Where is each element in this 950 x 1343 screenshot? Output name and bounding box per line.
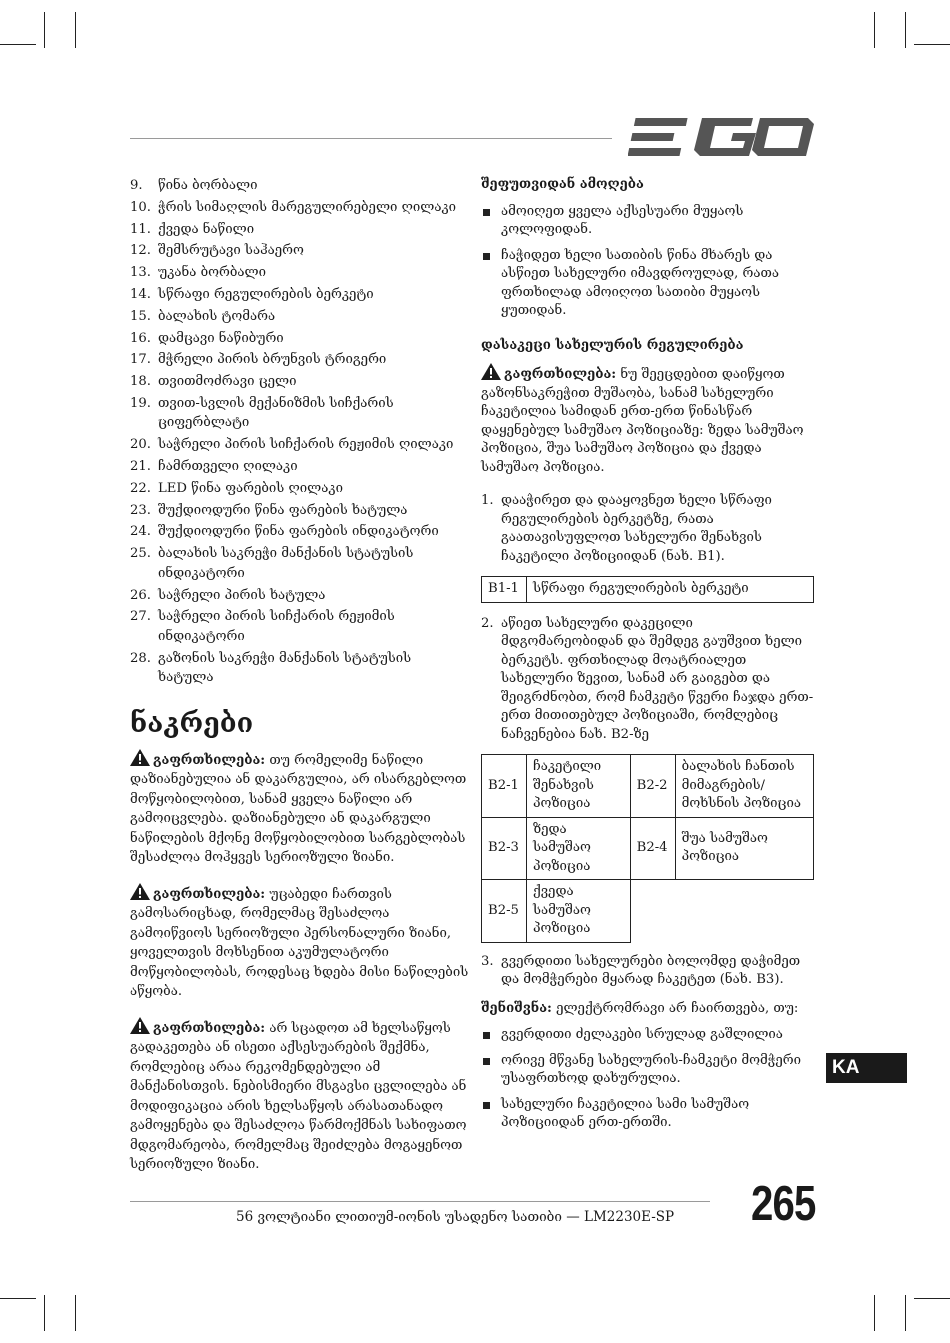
left-column [130, 176, 470, 1190]
crop-mark [44, 1295, 45, 1331]
step-3 [481, 953, 815, 990]
crop-mark [0, 44, 36, 45]
warning-triangle-icon [130, 749, 150, 766]
list-number: 19. [130, 395, 151, 411]
section-title-parts: ნაკრები [130, 707, 254, 739]
list-text: საჭრელი პირის ხატულა [158, 587, 326, 603]
list-item [130, 372, 470, 392]
bullet-square-icon [483, 1102, 490, 1109]
list-item [130, 544, 470, 583]
warnings-block [130, 749, 470, 1175]
list-number: 25. [130, 546, 151, 562]
table-b2 [481, 754, 814, 943]
list-item [130, 394, 470, 433]
bullet-square-icon [483, 253, 490, 260]
list-item [130, 350, 470, 370]
warning-triangle-icon [481, 363, 501, 380]
table-cell-desc: ბალახის ჩანთის მიმაგრების/მოხსნის პოზიცია [675, 755, 813, 818]
step-number: 1. [481, 493, 494, 508]
bullet-text: გვერდითი ძელაკები სრულად გაშლილია [501, 1027, 783, 1042]
handle-warning [481, 363, 815, 477]
list-text: დამცავი ნაწიბური [158, 330, 284, 346]
bullet-square-icon [483, 1058, 490, 1065]
list-number: 9. [130, 178, 143, 193]
list-item [130, 241, 470, 261]
list-item [130, 176, 470, 196]
list-text: თვითმოძრავი ცელი [158, 374, 297, 390]
list-item [130, 329, 470, 349]
list-text: ქვედა ნაწილი [158, 221, 255, 237]
bullet-item [481, 1026, 815, 1045]
list-number: 22. [130, 480, 151, 496]
warning-label: გაფრთხილება: [153, 886, 266, 902]
warning-label: გაფრთხილება: [504, 367, 617, 382]
list-item [130, 586, 470, 606]
list-number: 10. [130, 199, 151, 215]
step-1 [481, 492, 815, 566]
list-number: 20. [130, 437, 151, 453]
right-column [481, 176, 815, 1143]
list-number: 12. [130, 243, 151, 259]
list-text: წინა ბორბალი [158, 178, 258, 193]
list-item [130, 198, 470, 218]
bullet-square-icon [483, 1032, 490, 1039]
step-2 [481, 615, 815, 745]
list-number: 16. [130, 330, 151, 346]
step-text: დააჭირეთ და დააყოვნეთ ხელი სწრაფი რეგულირების ბერკეტზე, რათა გაათავისუფლოთ სახელური შენახვის ჩაკეტილი პოზიციიდან (ნახ. B1). [501, 493, 772, 564]
list-number: 27. [130, 609, 151, 625]
list-item [130, 607, 470, 646]
warning-paragraph [130, 883, 470, 1002]
list-item [130, 435, 470, 455]
list-text: მჭრელი პირის ბრუნვის ტრიგერი [158, 352, 387, 368]
crop-mark [75, 1295, 76, 1331]
list-text: ჭრის სიმაღლის მარეგულირებელი ღილაკი [158, 199, 457, 215]
note-label: შენიშვნა: [481, 1000, 552, 1016]
list-text: უკანა ბორბალი [158, 265, 266, 281]
bullet-text: ჩაჭიდეთ ხელი სათიბის წინა მხარეს და ასწიეთ სახელური იმავდროულად, რათა ფრთხილად ამოიღოთ სათიბი მუყაოს ყუთიდან. [501, 247, 779, 318]
list-number: 11. [130, 221, 151, 237]
header-rule [130, 138, 612, 139]
list-number: 14. [130, 286, 151, 302]
bullet-text: ამოიღეთ ყველა აქსესუარი მუყაოს კოლოფიდან. [501, 203, 744, 237]
crop-mark [905, 1295, 906, 1331]
table-cell-code: B2-3 [482, 817, 527, 880]
crop-mark [0, 1298, 36, 1299]
table-cell-desc: ქვედა სამუშაო პოზიცია [527, 880, 631, 943]
crop-mark [874, 1295, 875, 1331]
warning-text: თუ რომელიმე ნაწილი დაზიანებულია ან დაკარგულია, არ ისარგებლოთ მოწყობილობით, სანამ ყველა ნაწილი არ გამოიცვლება. დაზიანებული ან დაკარგული ნაწილების მქონე მოწყობილობით სარგებლობას შესაძლოა მოჰყვეს სერიოზული ზიანი. [130, 752, 467, 866]
bullet-text: ორივე მწვანე სახელურის-ჩამკეტი მომჭერი უსაფრთხოდ დახურულია. [501, 1052, 802, 1086]
table-cell-code: B2-1 [482, 755, 527, 818]
table-b1 [481, 576, 814, 603]
list-number: 26. [130, 587, 151, 603]
footer-rule [130, 1201, 710, 1202]
list-text: LED წინა ფარების ღილაკი [158, 480, 343, 496]
table-row [482, 880, 814, 943]
list-item [130, 220, 470, 240]
bullet-item [481, 1096, 815, 1133]
table-cell-desc: სწრაფი რეგულირების ბერკეტი [527, 577, 814, 603]
list-number: 13. [130, 265, 151, 281]
list-item [130, 522, 470, 542]
table-row [482, 755, 814, 818]
list-number: 24. [130, 524, 151, 540]
bullet-item [481, 203, 815, 240]
list-text: თვით-სვლის მექანიზმის სიჩქარის ციფერბლატი [158, 395, 394, 431]
bullet-square-icon [483, 209, 490, 216]
crop-mark [44, 12, 45, 48]
list-item [130, 285, 470, 305]
table-cell-desc: ზედა სამუშაო პოზიცია [527, 817, 631, 880]
ego-logo [628, 116, 814, 158]
list-text: საჭრელი პირის სიჩქარის რეჟიმის ღილაკი [158, 437, 454, 453]
table-cell-code: B2-4 [630, 817, 675, 880]
heading-unpacking: შეფუთვიდან ამოღება [481, 177, 644, 192]
list-text: შუქდიოდური წინა ფარების ხატულა [158, 502, 408, 518]
list-text: გაზონის საკრეჭი მანქანის სტატუსის ხატულა [158, 650, 412, 686]
list-number: 23. [130, 502, 151, 518]
warning-label: გაფრთხილება: [153, 752, 266, 768]
list-text: ბალახის საკრეჭი მანქანის სტატუსის ინდიკატორი [158, 546, 414, 581]
table-cell-code: B2-2 [630, 755, 675, 818]
bullet-item [481, 247, 815, 321]
step-text: გვერდითი სახელურები ბოლომდე დაჭიმეთ და მომჭერები მყარად ჩაკეტეთ (ნახ. B3). [501, 953, 801, 987]
list-item [130, 263, 470, 283]
list-number: 17. [130, 352, 151, 368]
page-number: 265 [751, 1177, 816, 1231]
list-item [130, 307, 470, 327]
crop-mark [75, 12, 76, 48]
bullet-text: სახელური ჩაკეტილია სამი სამუშაო პოზიციიდან ერთ-ერთში. [501, 1096, 750, 1130]
table-row [482, 817, 814, 880]
unpacking-list [481, 203, 815, 321]
note-text: ელექტრომრავი არ ჩაირთვება, თუ: [551, 1000, 799, 1016]
list-item [130, 649, 470, 688]
crop-mark [905, 12, 906, 48]
warning-text: ნუ შეეცდებით დაიწყოთ გაზონსაკრეჭით მუშაობა, სანამ სახელური ჩაკეტილია სამიდან ერთ-ერთ წინასწარ დაყენებულ სამუშაო პოზიციაზე: ზედა სამუშაო პოზიცია, შუა სამუშაო პოზიცია და ქვედა სამუშაო პოზიცია. [481, 367, 804, 475]
warning-paragraph [130, 749, 470, 868]
list-number: 18. [130, 374, 151, 390]
list-text: სწრაფი რეგულირების ბერკეტი [158, 286, 374, 302]
list-number: 28. [130, 650, 151, 666]
step-text: აწიეთ სახელური დაკეცილი მდგომარეობიდან და შემდეგ გაუშვით ხელი ბერკეტს. ფრთხილად მოატრიალეთ სახელური ზევით, სანამ არ გაიგებთ და შეიგრძნობთ, რომ ჩამკეტი წვერი ჩაჯდა ერთ-ერთ მითითებულ პოზიციაში, რომლებიც ნაჩვენებია ნახ. B2-ზე [501, 615, 814, 742]
note-list [481, 1026, 815, 1133]
note [481, 1000, 815, 1019]
warning-text: არ სცადოთ ამ ხელსაწყოს გადაკეთება ან ისეთი აქსესუარების შექმნა, რომლებიც არაა რეკომენდებული ამ მანქანისთვის. ნებისმიერი მსგავსი ცვლილება ან მოდიფიკაცია არის ხელსაწყოს არასათანადო გამოყენება და შესაძლოა წარმოქმნას სახიფათო მდგომარეობა, რომელმაც შეიძლება მოგაყენოთ სერიოზული ზიანი. [130, 1020, 467, 1173]
warning-paragraph [130, 1017, 470, 1175]
table-cell-code: B1-1 [482, 577, 527, 603]
list-text: შემსრუტავი საჰაერო [158, 243, 304, 259]
footer-text: 56 ვოლტიანი ლითიუმ-იონის უსადენო სათიბი — LM2230E-SP [236, 1209, 675, 1225]
crop-mark [914, 1298, 950, 1299]
list-text: შუქდიოდური წინა ფარების ინდიკატორი [158, 524, 439, 540]
table-cell-desc: ჩაკეტილი შენახვის პოზიცია [527, 755, 631, 818]
parts-list [130, 176, 470, 688]
crop-mark [914, 44, 950, 45]
table-cell-desc: შუა სამუშაო პოზიცია [675, 817, 813, 880]
table-cell-code: B2-5 [482, 880, 527, 943]
list-item [130, 501, 470, 521]
crop-mark [874, 12, 875, 48]
bullet-item [481, 1052, 815, 1089]
list-text: საჭრელი პირის სიჩქარის რეჟიმის ინდიკატორი [158, 609, 395, 644]
heading-handle-adjust: დასაკეცი სახელურის რეგულირება [481, 337, 744, 353]
table-cell-empty [630, 880, 675, 943]
list-item [130, 479, 470, 499]
list-text: ბალახის ტომარა [158, 308, 276, 324]
list-item [130, 457, 470, 477]
warning-text: უცაბედი ჩართვის გამოსარიცხად, რომელმაც შესაძლოა გამოიწვიოს სერიოზული პერსონალური ზიანი, ყოველთვის მოხსენით აკუმულატორი მოწყობილობას, როდესაც ხდება მისი ნაწილების აწყობა. [130, 886, 469, 1000]
step-number: 2. [481, 615, 494, 631]
list-text: ჩამრთველი ღილაკი [158, 459, 298, 475]
step-number: 3. [481, 953, 494, 969]
list-number: 21. [130, 459, 151, 475]
table-cell-empty [675, 880, 813, 943]
warning-label: გაფრთხილება: [153, 1020, 266, 1036]
warning-triangle-icon [130, 1017, 150, 1034]
language-tab: KA [826, 1053, 907, 1083]
list-number: 15. [130, 308, 151, 324]
warning-triangle-icon [130, 883, 150, 900]
